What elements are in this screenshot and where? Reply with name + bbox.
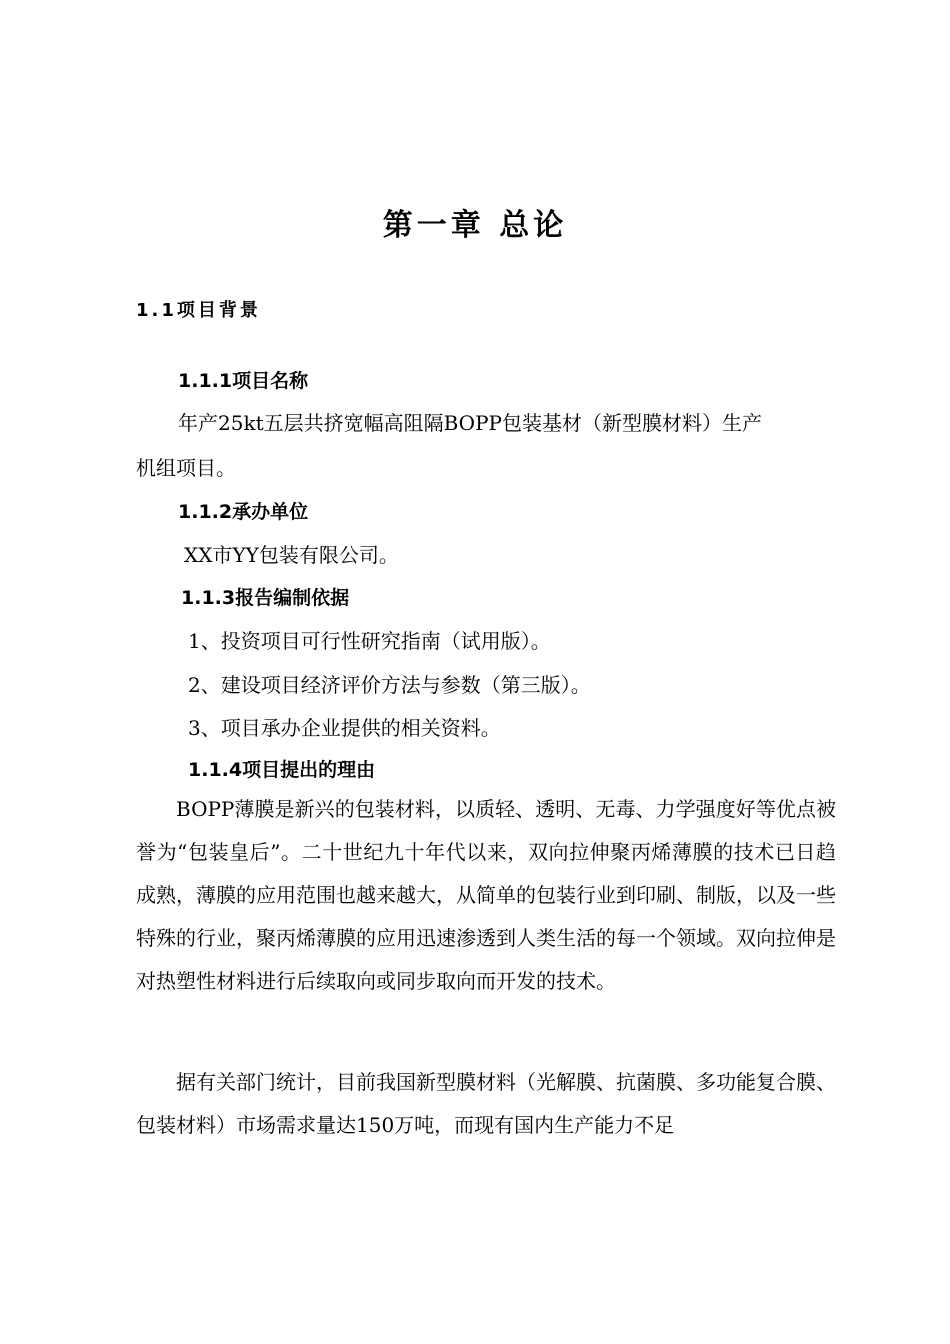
section-heading: 1.1项目背景 bbox=[136, 300, 261, 321]
reasons-paragraph-1: BOPP薄膜是新兴的包装材料，以质轻、透明、无毒、力学强度好等优点被誉为“包装皇后”。二十世纪九十年代以来，双向拉伸聚丙烯薄膜的技术已日趋成熟，薄膜的应用范围也越来越大，从简单的包装行业到印刷、制版，以及一些特殊的行业，聚丙烯薄膜的应用迅速渗透到人类生活的每一个领域。双向拉伸是对热塑性材料进行后续取向或同步取向而开发的技术。 bbox=[136, 797, 836, 993]
report-basis-item-3: 3、项目承办企业提供的相关资料。 bbox=[188, 716, 501, 740]
project-name-line-2: 机组项目。 bbox=[136, 456, 236, 480]
chapter-title: 第一章 总论 bbox=[382, 208, 568, 243]
project-name-line-1: 年产25kt五层共挤宽幅高阻隔BOPP包装基材（新型膜材料）生产 bbox=[178, 411, 762, 435]
subsection-heading-project-reasons: 1.1.4项目提出的理由 bbox=[188, 759, 376, 781]
subsection-heading-report-basis: 1.1.3报告编制依据 bbox=[181, 587, 350, 609]
report-basis-item-2: 2、建设项目经济评价方法与参数（第三版）。 bbox=[188, 673, 591, 697]
subsection-heading-project-name: 1.1.1项目名称 bbox=[178, 370, 309, 392]
reasons-paragraph-2: 据有关部门统计，目前我国新型膜材料（光解膜、抗菌膜、多功能复合膜、包装材料）市场需求量达150万吨，而现有国内生产能力不足 bbox=[136, 1070, 836, 1137]
report-basis-item-1: 1、投资项目可行性研究指南（试用版）。 bbox=[188, 629, 551, 653]
subsection-heading-undertaking-unit: 1.1.2承办单位 bbox=[178, 501, 309, 523]
undertaking-unit-text: XX市YY包装有限公司。 bbox=[184, 543, 399, 567]
